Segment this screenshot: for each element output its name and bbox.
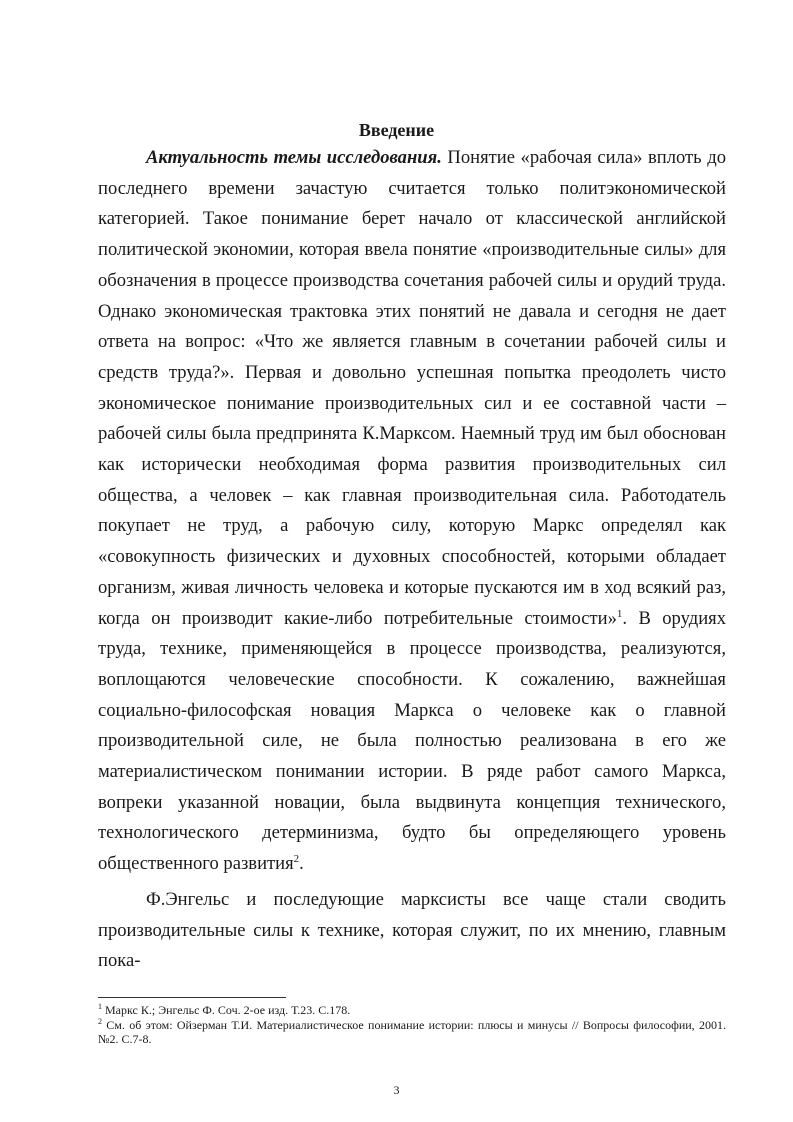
page-number: 3	[393, 1083, 400, 1097]
footnote-ref-1[interactable]: 1	[616, 607, 623, 620]
footnote-ref-2[interactable]: 2	[293, 852, 300, 865]
paragraph-engels	[98, 885, 726, 977]
paragraph-text-part-2: . В орудиях труда, технике, применяющейся в процессе производства, реализуются, воплощаются человеческие способности. К сожалению, важнейшая социально-философская новация Маркса о человеке как о главной производительной силе, не была полностью реализована в его же материалистическом понимании истории. В ряде работ самого Маркса, вопреки указанной новации, была выдвинута концепция технического, технологического детерминизма, будто бы определяющего уровень общественного развития	[98, 607, 726, 875]
footnote-text: См. об этом: Ойзерман Т.И. Материалистическое понимание истории: плюсы и минусы // Вопросы философии, 2001. №2. С.7-8.	[98, 1017, 726, 1046]
footnote-marker: 1	[98, 1002, 102, 1011]
footnotes	[98, 1003, 726, 1047]
paragraph-text-part-3: .	[299, 853, 304, 875]
paragraph-lead: Актуальность темы исследования.	[146, 147, 442, 168]
paragraph-text: Ф.Энгельс и последующие марксисты все чаще стали сводить производительные силы к технике, которая служит, по их мнению, главным пока-	[98, 889, 726, 972]
paragraph-text-part-1: Понятие «рабочая сила» вплоть до последнего времени зачастую считается только политэкономической категорией. Такое понимание берет начало от классической английской политической экономии, которая ввела понятие «производительные силы» для обозначения в процессе производства сочетания рабочей силы и орудий труда. Однако экономическая трактовка этих понятий не давала и сегодня не дает ответа на вопрос: «Что же является главным в сочетании рабочей силы и средств труда?». Первая и довольно успешная попытка преодолеть чисто экономическое понимание производительных сил и ее составной части – рабочей силы была предпринята К.Марксом. Наемный труд им был обоснован как исторически необходимая форма развития производительных сил общества, а человек – как главная производительная сила. Работодатель покупает не труд, а рабочую силу, которую Маркс определял как «совокупность физических и духовных способностей, которыми обладает организм, живая личность человека и которые пускаются им в ход всякий раз, когда он производит какие-либо потребительные стоимости»	[98, 147, 726, 629]
footnote-2	[98, 1018, 726, 1047]
paragraph-relevance	[98, 143, 726, 880]
footnote-text: Маркс К.; Энгельс Ф. Соч. 2-ое изд. Т.23. С.178.	[102, 1003, 351, 1017]
section-title: Введение	[358, 120, 435, 140]
footnote-marker: 2	[98, 1016, 102, 1026]
footnote-1	[98, 1003, 726, 1018]
footnote-divider	[98, 997, 286, 998]
